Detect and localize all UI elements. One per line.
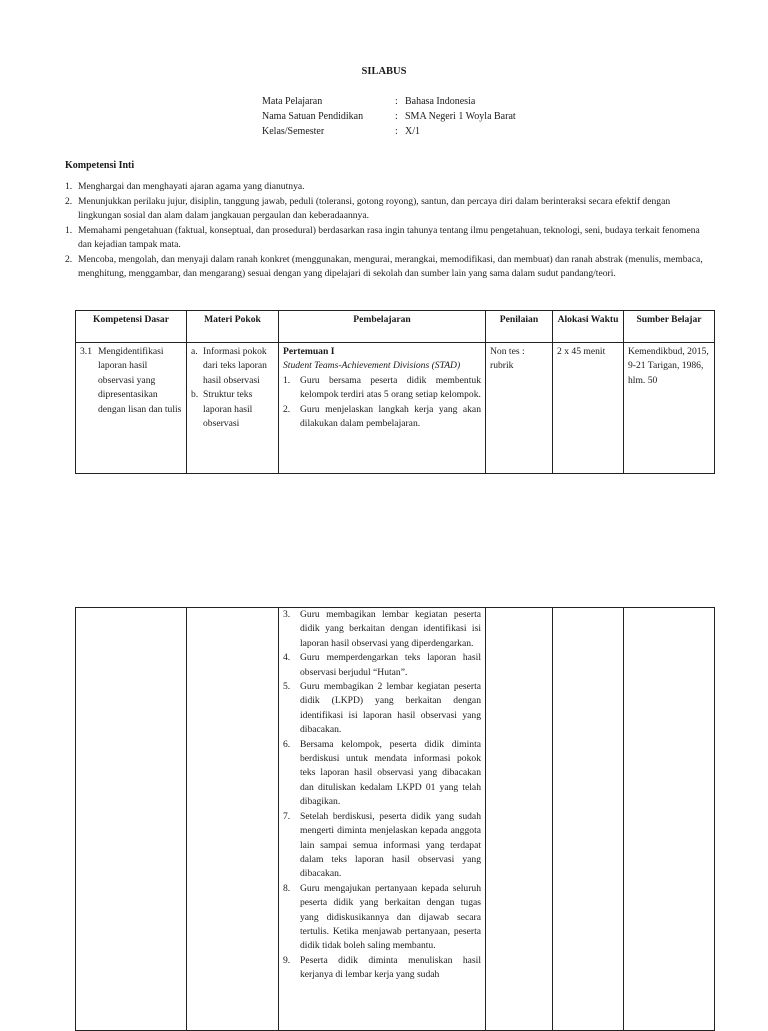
learning-step — [283, 954, 481, 983]
header-materi-pokok: Materi Pokok — [187, 311, 279, 343]
materi-label: b. — [191, 389, 199, 401]
learning-step — [283, 882, 481, 954]
learning-step — [283, 810, 481, 882]
core-competence-item — [65, 195, 705, 224]
step-text: Bersama kelompok, peserta didik diminta berdiskusi untuk mendata informasi pokok teks laporan hasil observasi yang dibacakan dan dituliskan kedalam LKPD 01 yang telah dibagikan. — [300, 738, 481, 808]
step-text: Guru bersama peserta didik membentuk kelompok terdiri atas 5 orang setiap kelompok. — [300, 374, 481, 401]
cell-materi-pokok — [187, 343, 279, 474]
step-number: 9. — [283, 954, 291, 966]
cell-sumber-belajar: Kemendikbud, 2015, 9-21 Tarigan, 1986, hlm. 50 — [624, 343, 715, 474]
materi-item — [191, 388, 274, 431]
step-number: 2. — [283, 403, 291, 415]
cell-alokasi-waktu: 2 x 45 menit — [553, 343, 624, 474]
item-number: 2. — [65, 195, 73, 207]
cell-penilaian — [486, 608, 553, 1031]
item-text: Menunjukkan perilaku jujur, disiplin, tanggung jawab, peduli (toleransi, gotong royong), santun, dan percaya diri dalam berinteraksi secara efektif dengan lingkungan sosial dan alam dalam jangkauan pergaulan dan keberadaannya. — [78, 195, 671, 221]
meta-label: Kelas/Semester — [262, 126, 325, 137]
table-header-row — [76, 311, 715, 343]
header-alokasi-waktu: Alokasi Waktu — [553, 311, 624, 343]
core-competence-item — [65, 180, 705, 195]
cell-materi-pokok — [187, 608, 279, 1031]
step-number: 5. — [283, 681, 291, 693]
kd-text: Mengidentifikasi laporan hasil observasi yang dipresentasikan dengan lisan dan tulis — [98, 346, 182, 415]
syllabus-table — [75, 310, 715, 474]
step-text: Setelah berdiskusi, peserta didik yang sudah mengerti diminta menjelaskan kepada anggota lain sampai semua informasi yang terdapat dalam teks laporan hasil observasi yang dibacakan. — [300, 810, 481, 880]
meta-row-class — [262, 124, 516, 139]
learning-step — [283, 608, 481, 651]
step-number: 8. — [283, 882, 291, 894]
meta-label: Mata Pelajaran — [262, 96, 323, 107]
item-text: Memahami pengetahuan (faktual, konseptual, dan prosedural) berdasarkan rasa ingin tahunya tentang ilmu pengetahuan, teknologi, seni, budaya terkait fenomena dan kejadian tampak mata. — [78, 224, 700, 250]
step-number: 6. — [283, 738, 291, 750]
kd-number: 3.1 — [80, 346, 92, 357]
header-penilaian: Penilaian — [486, 311, 553, 343]
cell-kompetensi-dasar — [76, 608, 187, 1031]
learning-step — [283, 738, 481, 810]
kd-entry — [80, 345, 182, 417]
materi-label: a. — [191, 346, 198, 357]
meta-colon: : — [395, 126, 398, 137]
header-sumber-belajar: Sumber Belajar — [624, 311, 715, 343]
learning-steps — [283, 608, 481, 983]
meta-value: Bahasa Indonesia — [405, 96, 476, 107]
header-kompetensi-dasar: Kompetensi Dasar — [76, 311, 187, 343]
item-text: Mencoba, mengolah, dan menyaji dalam ranah konkret (menggunakan, mengurai, merangkai, memodifikasi, dan membuat) dan ranah abstrak (menulis, membaca, menghitung, menggambar, dan mengarang) sesuai dengan yang dipelajari di sekolah dan sumber lain yang sama dalam sudut pandang/teori. — [78, 253, 703, 279]
cell-pembelajaran — [279, 343, 486, 474]
step-text: Guru membagikan lembar kegiatan peserta didik yang berkaitan dengan identifikasi isi laporan hasil observasi yang diperdengarkan. — [300, 609, 481, 649]
meta-colon: : — [395, 96, 398, 107]
cell-penilaian: Non tes : rubrik — [486, 343, 553, 474]
syllabus-table-continued — [75, 607, 715, 1031]
meta-colon: : — [395, 111, 398, 122]
meta-row-subject — [262, 94, 516, 109]
learning-steps — [283, 374, 481, 432]
learning-step — [283, 374, 481, 403]
subject-info — [262, 94, 516, 139]
core-competence-item — [65, 224, 705, 253]
learning-model: Student Teams-Achievement Divisions (STAD) — [283, 360, 461, 372]
header-pembelajaran: Pembelajaran — [279, 311, 486, 343]
materi-text: Informasi pokok dari teks laporan hasil observasi — [203, 346, 267, 386]
materi-item — [191, 345, 274, 388]
cell-kompetensi-dasar — [76, 343, 187, 474]
step-number: 4. — [283, 652, 291, 664]
cell-pembelajaran — [279, 608, 486, 1031]
item-number: 1. — [65, 224, 73, 236]
document-title: SILABUS — [361, 66, 407, 77]
learning-step — [283, 680, 481, 738]
step-text: Guru memperdengarkan teks laporan hasil observasi berjudul “Hutan”. — [300, 652, 481, 678]
materi-text: Struktur teks laporan hasil observasi — [203, 389, 253, 430]
step-number: 7. — [283, 810, 291, 822]
step-text: Guru membagikan 2 lembar kegiatan peserta didik (LKPD) yang berkaitan dengan identifikasi isi laporan hasil observasi yang dibacakan. — [300, 681, 481, 736]
step-text: Guru mengajukan pertanyaan kepada seluruh peserta didik yang berkaitan dengan tugas yang didiskusikannya dan dijawab secara tertulis. Ketika menjawab pertanyaan, peserta didik tidak boleh saling membantu. — [300, 882, 481, 952]
table-row — [76, 343, 715, 474]
core-competence-item — [65, 253, 705, 282]
meta-value: X/1 — [405, 126, 420, 137]
step-number: 1. — [283, 374, 291, 386]
cell-sumber-belajar — [624, 608, 715, 1031]
step-number: 3. — [283, 609, 291, 620]
item-number: 1. — [65, 181, 73, 192]
step-text: Guru menjelaskan langkah kerja yang akan dilakukan dalam pembelajaran. — [300, 403, 481, 430]
learning-step — [283, 651, 481, 680]
learning-step — [283, 403, 481, 432]
core-competence-heading: Kompetensi Inti — [65, 160, 135, 171]
meta-value: SMA Negeri 1 Woyla Barat — [405, 111, 516, 122]
meta-row-school — [262, 109, 516, 124]
cell-alokasi-waktu — [553, 608, 624, 1031]
core-competence-list — [65, 180, 705, 282]
table-row — [76, 608, 715, 1031]
item-number: 2. — [65, 253, 73, 265]
meeting-title: Pertemuan I — [283, 346, 335, 357]
step-text: Peserta didik diminta menuliskan hasil kerjanya di lembar kerja yang sudah — [300, 954, 481, 981]
item-text: Menghargai dan menghayati ajaran agama yang dianutnya. — [78, 181, 305, 192]
meta-label: Nama Satuan Pendidikan — [262, 111, 364, 122]
